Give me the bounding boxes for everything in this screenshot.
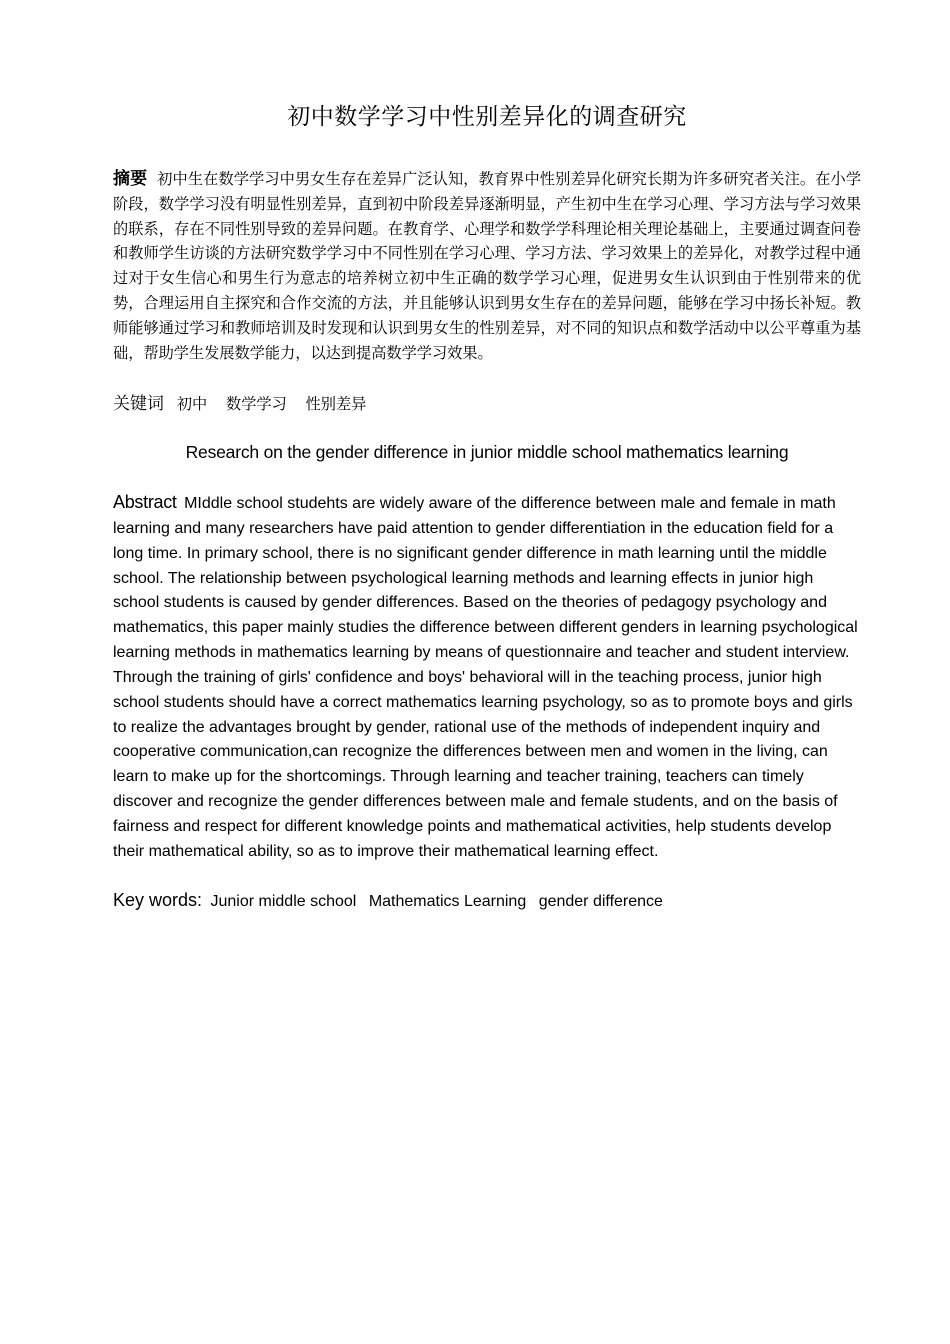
chinese-keyword: 性别差异 (305, 395, 367, 413)
chinese-title: 初中数学学习中性别差异化的调查研究 (287, 104, 687, 130)
chinese-abstract (113, 167, 861, 365)
english-keywords (113, 888, 861, 914)
english-title: Research on the gender difference in junior middle school mathematics learning (185, 442, 789, 462)
english-keyword: Junior middle school (210, 893, 357, 910)
english-abstract-label: Abstract (113, 492, 177, 512)
chinese-keyword: 数学学习 (226, 395, 287, 413)
english-abstract-text: MIddle school studehts are widely aware of the difference between male and female in math learning and many researchers have paid attention to gender differentiation in the education field for a long time. In primary school, there is no significant gender difference in math learning until the middle school. The relationship between psychological learning methods and learning effects in junior high school students is caused by gender differences. Based on the theories of pedagogy psychology and mathematics, this paper mainly studies the difference between different genders in learning psychological learning methods in mathematics learning by means of questionnaire and teacher and student interview. Through the training of girls' confidence and boys' behavioral will in the teaching process, junior high school students should have a correct mathematics learning psychology, so as to promote boys and girls to realize the advantages brought by gender, rational use of the methods of independent inquiry and cooperative communication,can recognize the differences between men and women in the living, can learn to make up for the shortcomings. Through learning and teacher training, teachers can timely discover and recognize the gender differences between male and female students, and on the basis of fairness and respect for different knowledge points and mathematical activities, help students develop their mathematical ability, so as to improve their mathematical learning effect. (113, 495, 858, 860)
english-abstract (113, 490, 861, 865)
chinese-abstract-label: 摘要 (113, 169, 148, 189)
english-keyword: Mathematics Learning (368, 893, 527, 910)
chinese-keywords-label: 关键词 (113, 394, 164, 414)
chinese-keywords (113, 391, 861, 417)
chinese-keyword: 初中 (176, 395, 208, 413)
english-keyword: gender difference (538, 893, 663, 910)
chinese-abstract-text: 初中生在数学学习中男女生存在差异广泛认知，教育界中性别差异化研究长期为许多研究者关注。在小学阶段，数学学习没有明显性别差异，直到初中阶段差异逐渐明显，产生初中生在学习心理、学习方法与学习效果的联系，存在不同性别导致的差异问题。在教育学、心理学和数学学科理论相关理论基础上，主要通过调查问卷和教师学生访谈的方法研究数学学习中不同性别在学习心理、学习方法、学习效果上的差异化，对教学过程中通过对于女生信心和男生行为意志的培养树立初中生正确的数学学习心理，促进男女生认识到由于性别带来的优势，合理运用自主探究和合作交流的方法，并且能够认识到男女生存在的差异问题，能够在学习中扬长补短。教师能够通过学习和教师培训及时发现和认识到男女生的性别差异，对不同的知识点和数学活动中以公平尊重为基础，帮助学生发展数学能力，以达到提高数学学习效果。 (113, 170, 862, 362)
english-keywords-label: Key words: (113, 890, 203, 910)
